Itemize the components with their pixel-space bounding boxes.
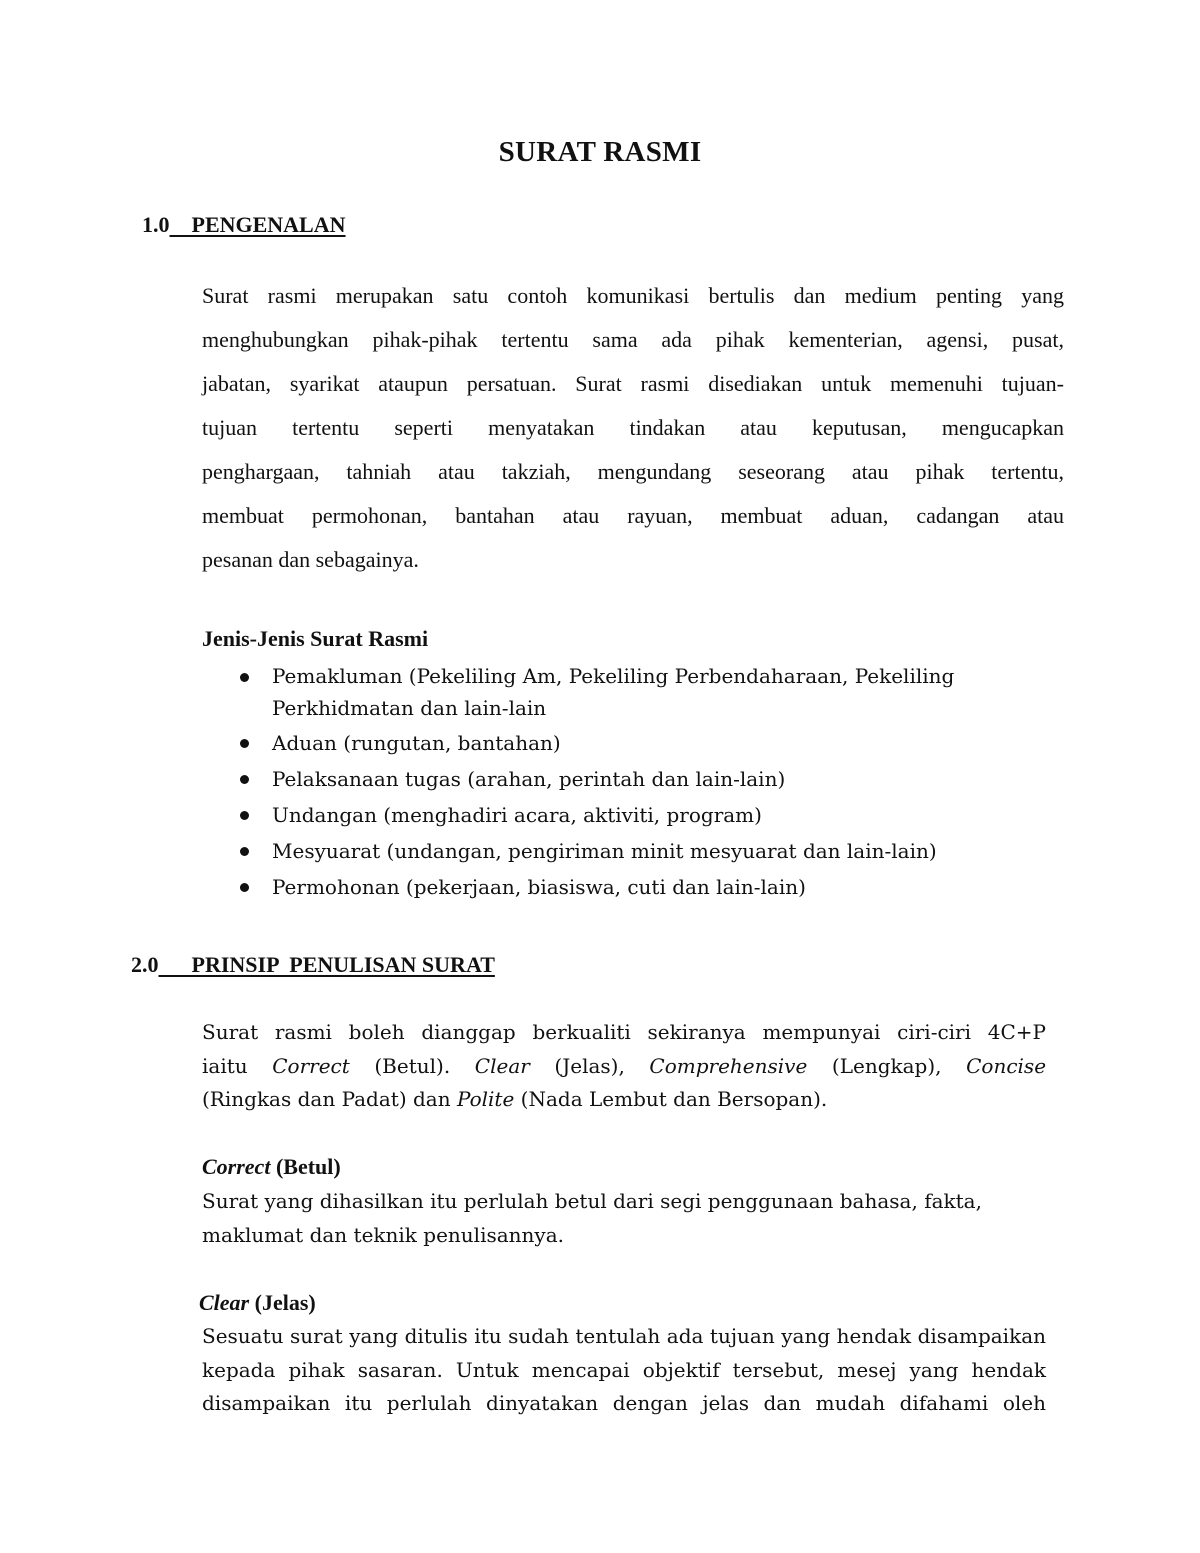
bullet-icon — [240, 811, 249, 820]
paragraph-line: Surat rasmi merupakan satu contoh komunikasi bertulis dan medium penting yang — [202, 283, 1064, 308]
correct-heading: Correct (Betul) — [202, 1154, 341, 1179]
types-list — [202, 660, 1002, 906]
paragraph-line: kepada pihak sasaran. Untuk mencapai objektif tersebut, mesej yang hendak — [202, 1357, 1046, 1382]
section-2-number: 2.0 — [131, 952, 159, 977]
list-item: Pelaksanaan tugas (arahan, perintah dan lain-lain) — [202, 762, 1002, 796]
bullet-icon — [240, 673, 249, 682]
paragraph-line: menghubungkan pihak-pihak tertentu sama ada pihak kementerian, agensi, pusat, — [202, 327, 1064, 352]
list-item: Mesyuarat (undangan, pengiriman minit mesyuarat dan lain-lain) — [202, 834, 1002, 868]
clear-heading: Clear (Jelas) — [199, 1290, 316, 1315]
paragraph-line: penghargaan, tahniah atau takziah, mengundang seseorang atau pihak tertentu, — [202, 459, 1064, 484]
paragraph-line: disampaikan itu perlulah dinyatakan dengan jelas dan mudah difahami oleh — [202, 1391, 1046, 1415]
list-item: Undangan (menghadiri acara, aktiviti, program) — [202, 798, 1002, 832]
introduction-paragraph — [202, 274, 1064, 582]
paragraph-line: pesanan dan sebagainya. — [202, 547, 419, 572]
paragraph-line: Surat yang dihasilkan itu perlulah betul dari segi penggunaan bahasa, fakta, — [202, 1189, 982, 1213]
section-2-title: PRINSIP PENULISAN SURAT — [191, 952, 495, 977]
bullet-icon — [240, 775, 249, 784]
bullet-icon — [240, 883, 249, 892]
paragraph-line: Surat rasmi boleh dianggap berkualiti sekiranya mempunyai ciri-ciri 4C+P — [202, 1020, 1046, 1044]
paragraph-line: membuat permohonan, bantahan atau rayuan, membuat aduan, cadangan atau — [202, 503, 1064, 528]
list-item: Pemakluman (Pekeliling Am, Pekeliling Perbendaharaan, Pekeliling Perkhidmatan dan lain-lain — [202, 660, 1002, 724]
bullet-icon — [240, 847, 249, 856]
section-1-heading — [142, 212, 346, 238]
correct-paragraph — [202, 1184, 1052, 1252]
paragraph-line: tujuan tertentu seperti menyatakan tindakan atau keputusan, mengucapkan — [202, 415, 1064, 440]
list-item: Permohonan (pekerjaan, biasiswa, cuti dan lain-lain) — [202, 870, 1002, 904]
list-item: Aduan (rungutan, bantahan) — [202, 726, 1002, 760]
paragraph-line: maklumat dan teknik penulisannya. — [202, 1223, 565, 1247]
paragraph-line: Sesuatu surat yang ditulis itu sudah tentulah ada tujuan yang hendak disampaikan — [202, 1324, 1046, 1348]
section-1-number: 1.0 — [142, 212, 170, 237]
document-title: SURAT RASMI — [498, 136, 702, 168]
types-heading: Jenis-Jenis Surat Rasmi — [202, 626, 429, 651]
section-2-heading — [131, 952, 495, 978]
clear-paragraph — [202, 1320, 1046, 1421]
section-1-title: PENGENALAN — [191, 212, 346, 237]
paragraph-line: jabatan, syarikat ataupun persatuan. Surat rasmi disediakan untuk memenuhi tujuan- — [202, 371, 1064, 396]
principles-intro — [202, 1016, 1046, 1117]
paragraph-line: iaitu Correct (Betul). Clear (Jelas), Comprehensive (Lengkap), Concise — [202, 1053, 1047, 1078]
paragraph-line: (Ringkas dan Padat) dan Polite (Nada Lembut dan Bersopan). — [202, 1087, 828, 1111]
bullet-icon — [240, 739, 249, 748]
